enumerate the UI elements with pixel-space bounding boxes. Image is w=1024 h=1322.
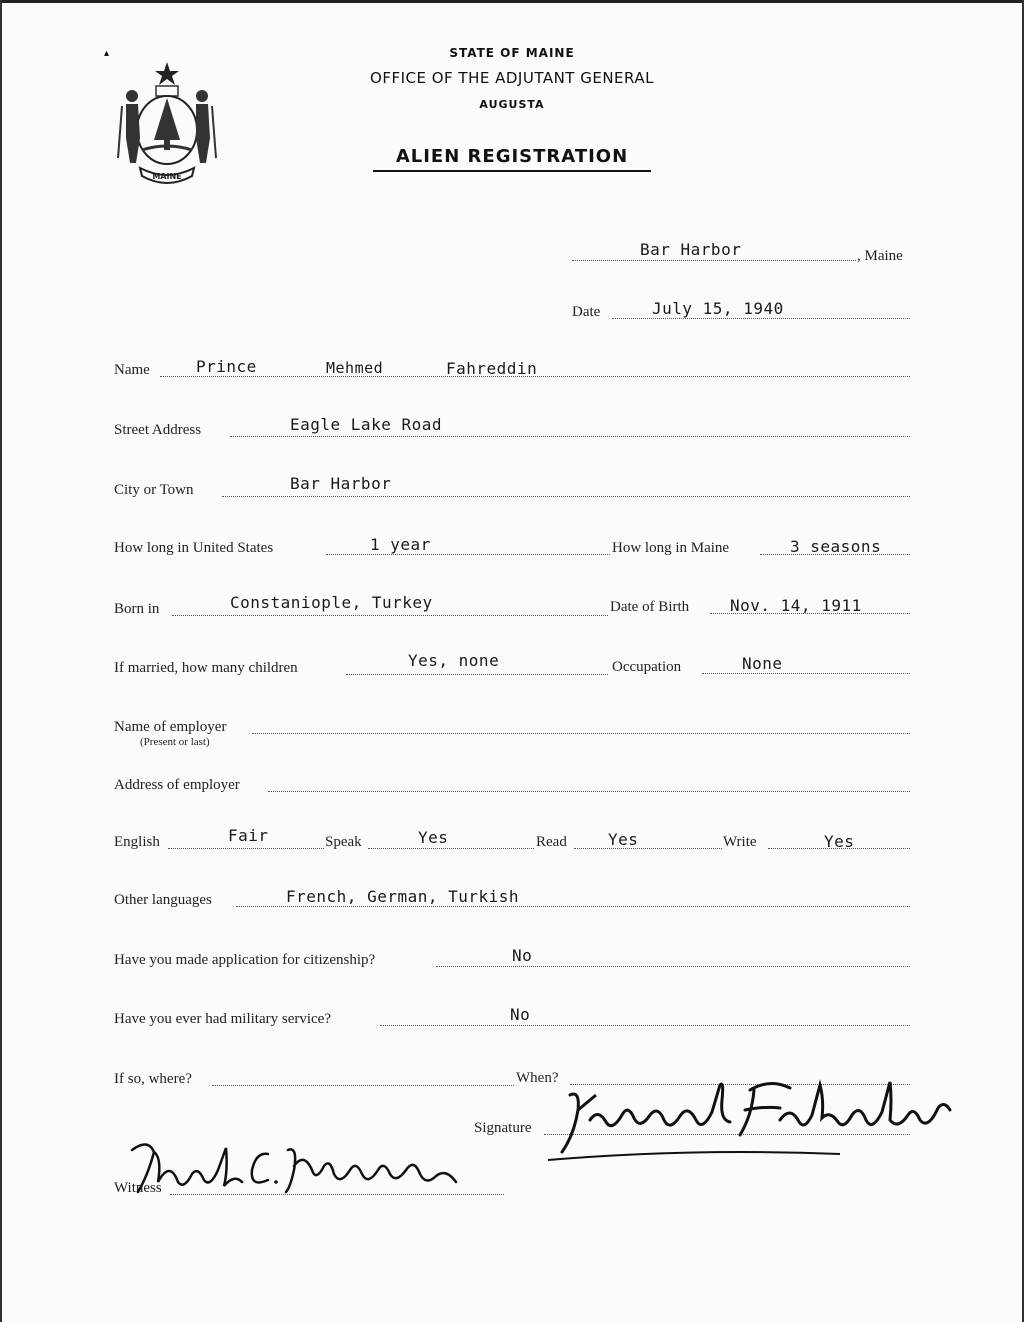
how-long-us-line (326, 554, 610, 555)
corner-mark: ▴ (104, 48, 110, 59)
date-of-birth-label: Date of Birth (610, 599, 690, 615)
title-underline (373, 170, 651, 172)
other-languages-line (236, 906, 910, 907)
form-title: ALIEN REGISTRATION (395, 146, 629, 167)
citizenship-line (436, 966, 910, 967)
name-first: Prince (196, 357, 257, 376)
employer-name-label: Name of employer (114, 719, 227, 735)
where-line (212, 1085, 514, 1086)
city-heading: AUGUSTA (479, 98, 545, 111)
write-label: Write (723, 834, 757, 850)
military-line (380, 1025, 910, 1026)
read-label: Read (536, 834, 567, 850)
when-label: When? (516, 1070, 559, 1086)
citizenship-value: No (512, 946, 533, 965)
speak-value: Yes (418, 828, 449, 847)
how-long-us-value: 1 year (370, 535, 431, 554)
date-value: July 15, 1940 (652, 299, 784, 318)
read-value: Yes (608, 830, 639, 849)
employer-name-line (252, 733, 910, 734)
military-label: Have you ever had military service? (114, 1011, 331, 1027)
occupation-label: Occupation (612, 659, 682, 675)
signature-label: Signature (474, 1120, 532, 1136)
born-in-label: Born in (114, 601, 160, 617)
married-value: Yes, none (408, 651, 500, 670)
other-languages-label: Other languages (114, 892, 212, 908)
witness-label: Witness (114, 1180, 162, 1196)
how-long-maine-label: How long in Maine (612, 540, 730, 556)
left-border (0, 0, 2, 1322)
witness-signature (118, 1130, 478, 1210)
employer-address-label: Address of employer (114, 777, 240, 793)
seal-text: MAINE (152, 172, 182, 181)
top-border (0, 0, 1024, 3)
applicant-signature (540, 1060, 970, 1170)
employer-name-sublabel: (Present or last) (140, 736, 210, 748)
date-of-birth-value: Nov. 14, 1911 (730, 596, 862, 615)
street-value: Eagle Lake Road (290, 415, 442, 434)
city-line (222, 496, 910, 497)
date-label: Date (572, 304, 601, 320)
street-label: Street Address (114, 422, 202, 438)
where-label: If so, where? (114, 1071, 192, 1087)
speak-line (368, 848, 534, 849)
office-heading: OFFICE OF THE ADJUTANT GENERAL (370, 69, 654, 87)
married-line (346, 674, 608, 675)
write-value: Yes (824, 832, 855, 851)
signature-value: Mehmed Fahreddin (740, 1168, 748, 1169)
place-suffix: , Maine (857, 248, 903, 264)
occupation-line (702, 673, 910, 674)
city-label: City or Town (114, 482, 194, 498)
state-heading: STATE OF MAINE (449, 46, 575, 60)
name-label: Name (114, 362, 150, 378)
how-long-us-label: How long in United States (114, 540, 274, 556)
married-label: If married, how many children (114, 660, 298, 676)
english-label: English (114, 834, 160, 850)
date-line (612, 318, 910, 319)
place-line (572, 260, 856, 261)
read-line (574, 848, 722, 849)
street-line (230, 436, 910, 437)
occupation-value: None (742, 654, 783, 673)
name-middle: Mehmed (326, 359, 384, 377)
name-last: Fahreddin (446, 359, 538, 378)
witness-value: Mark C. Morrison (318, 1208, 326, 1209)
born-in-value: Constaniople, Turkey (230, 593, 433, 612)
military-value: No (510, 1005, 531, 1024)
place-value: Bar Harbor (640, 240, 742, 259)
english-line (168, 848, 324, 849)
english-value: Fair (228, 826, 269, 845)
other-languages-value: French, German, Turkish (286, 887, 520, 906)
citizenship-label: Have you made application for citizenship? (114, 952, 376, 968)
speak-label: Speak (325, 834, 362, 850)
employer-address-line (268, 791, 910, 792)
born-in-line (172, 615, 608, 616)
city-value: Bar Harbor (290, 474, 392, 493)
how-long-maine-value: 3 seasons (790, 537, 882, 556)
